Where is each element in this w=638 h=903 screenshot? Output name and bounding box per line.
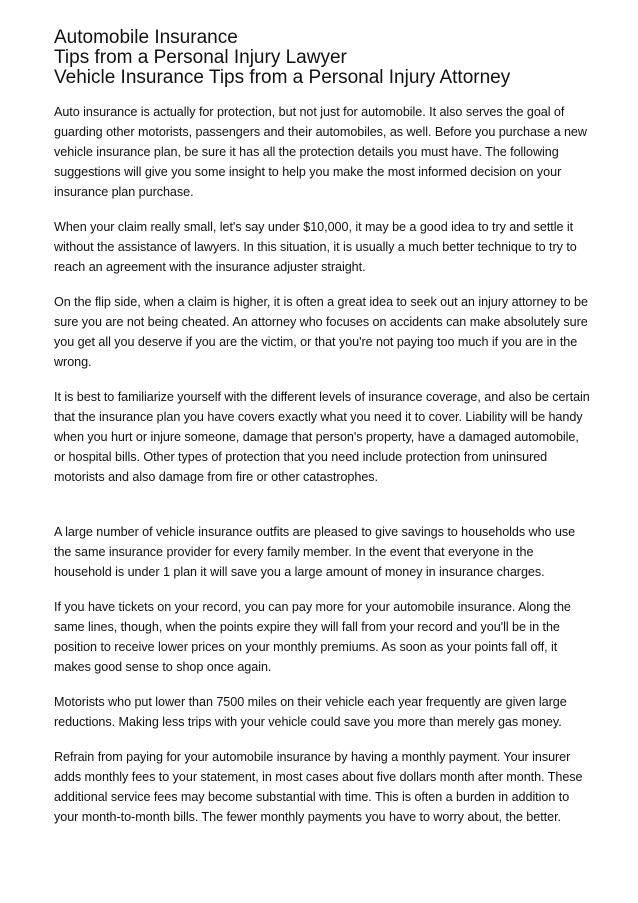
paragraph-tickets: If you have tickets on your record, you can pay more for your automobile insurance. Along the same lines, though, when the points expire they will fall from your record and you'll be in the position to receive lower prices on your monthly premiums. As soon as your points fall off, it makes good sense to shop once again. — [54, 600, 571, 674]
paragraph-low-mileage: Motorists who put lower than 7500 miles on their vehicle each year frequently are given large reductions. Making less trips with your vehicle could save you more than merely gas money. — [54, 695, 567, 729]
paragraph-intro: Auto insurance is actually for protection, but not just for automobile. It also serves the goal of guarding other motorists, passengers and their automobiles, as well. Before you purchase a new vehicle insurance plan, be sure it has all the protection details you must have. The following suggestions will give you some insight to help you make the most informed decision on your insurance plan purchase. — [54, 105, 587, 199]
document-title — [54, 28, 590, 88]
paragraph-small-claim: When your claim really small, let's say under $10,000, it may be a good idea to try and settle it without the assistance of lawyers. In this situation, it is usually a much better technique to try to reach an agreement with the insurance adjuster straight. — [54, 220, 577, 274]
paragraph-large-claim: On the flip side, when a claim is higher, it is often a great idea to seek out an injury attorney to be sure you are not being cheated. An attorney who focuses on accidents can make absolutely sure you get all you deserve if you are the victim, or that you're not paying too much if you are in the wrong. — [54, 295, 588, 369]
title-line-2: Tips from a Personal Injury Lawyer — [54, 47, 347, 68]
title-line-1: Automobile Insurance — [54, 27, 238, 48]
document-page — [54, 28, 590, 827]
paragraph-monthly-payment: Refrain from paying for your automobile insurance by having a monthly payment. Your insurer adds monthly fees to your statement, in most cases about five dollars month after month. These additional service fees may become substantial with time. This is often a burden in addition to your month-to-month bills. The fewer monthly payments you have to worry about, the better. — [54, 750, 583, 824]
paragraph-family-savings: A large number of vehicle insurance outfits are pleased to give savings to households who use the same insurance provider for every family member. In the event that everyone in the household is under 1 plan it will save you a large amount of money in insurance charges. — [54, 525, 576, 579]
paragraph-coverage-levels: It is best to familiarize yourself with the different levels of insurance coverage, and also be certain that the insurance plan you have covers exactly what you need it to cover. Liability will be handy when you hurt or injure someone, damage that person's property, have a damaged automobile, or hospital bills. Other types of protection that you need include protection from uninsured motorists and also damage from fire or other catastrophes. — [54, 390, 590, 484]
title-line-3: Vehicle Insurance Tips from a Personal Injury Attorney — [54, 67, 511, 88]
